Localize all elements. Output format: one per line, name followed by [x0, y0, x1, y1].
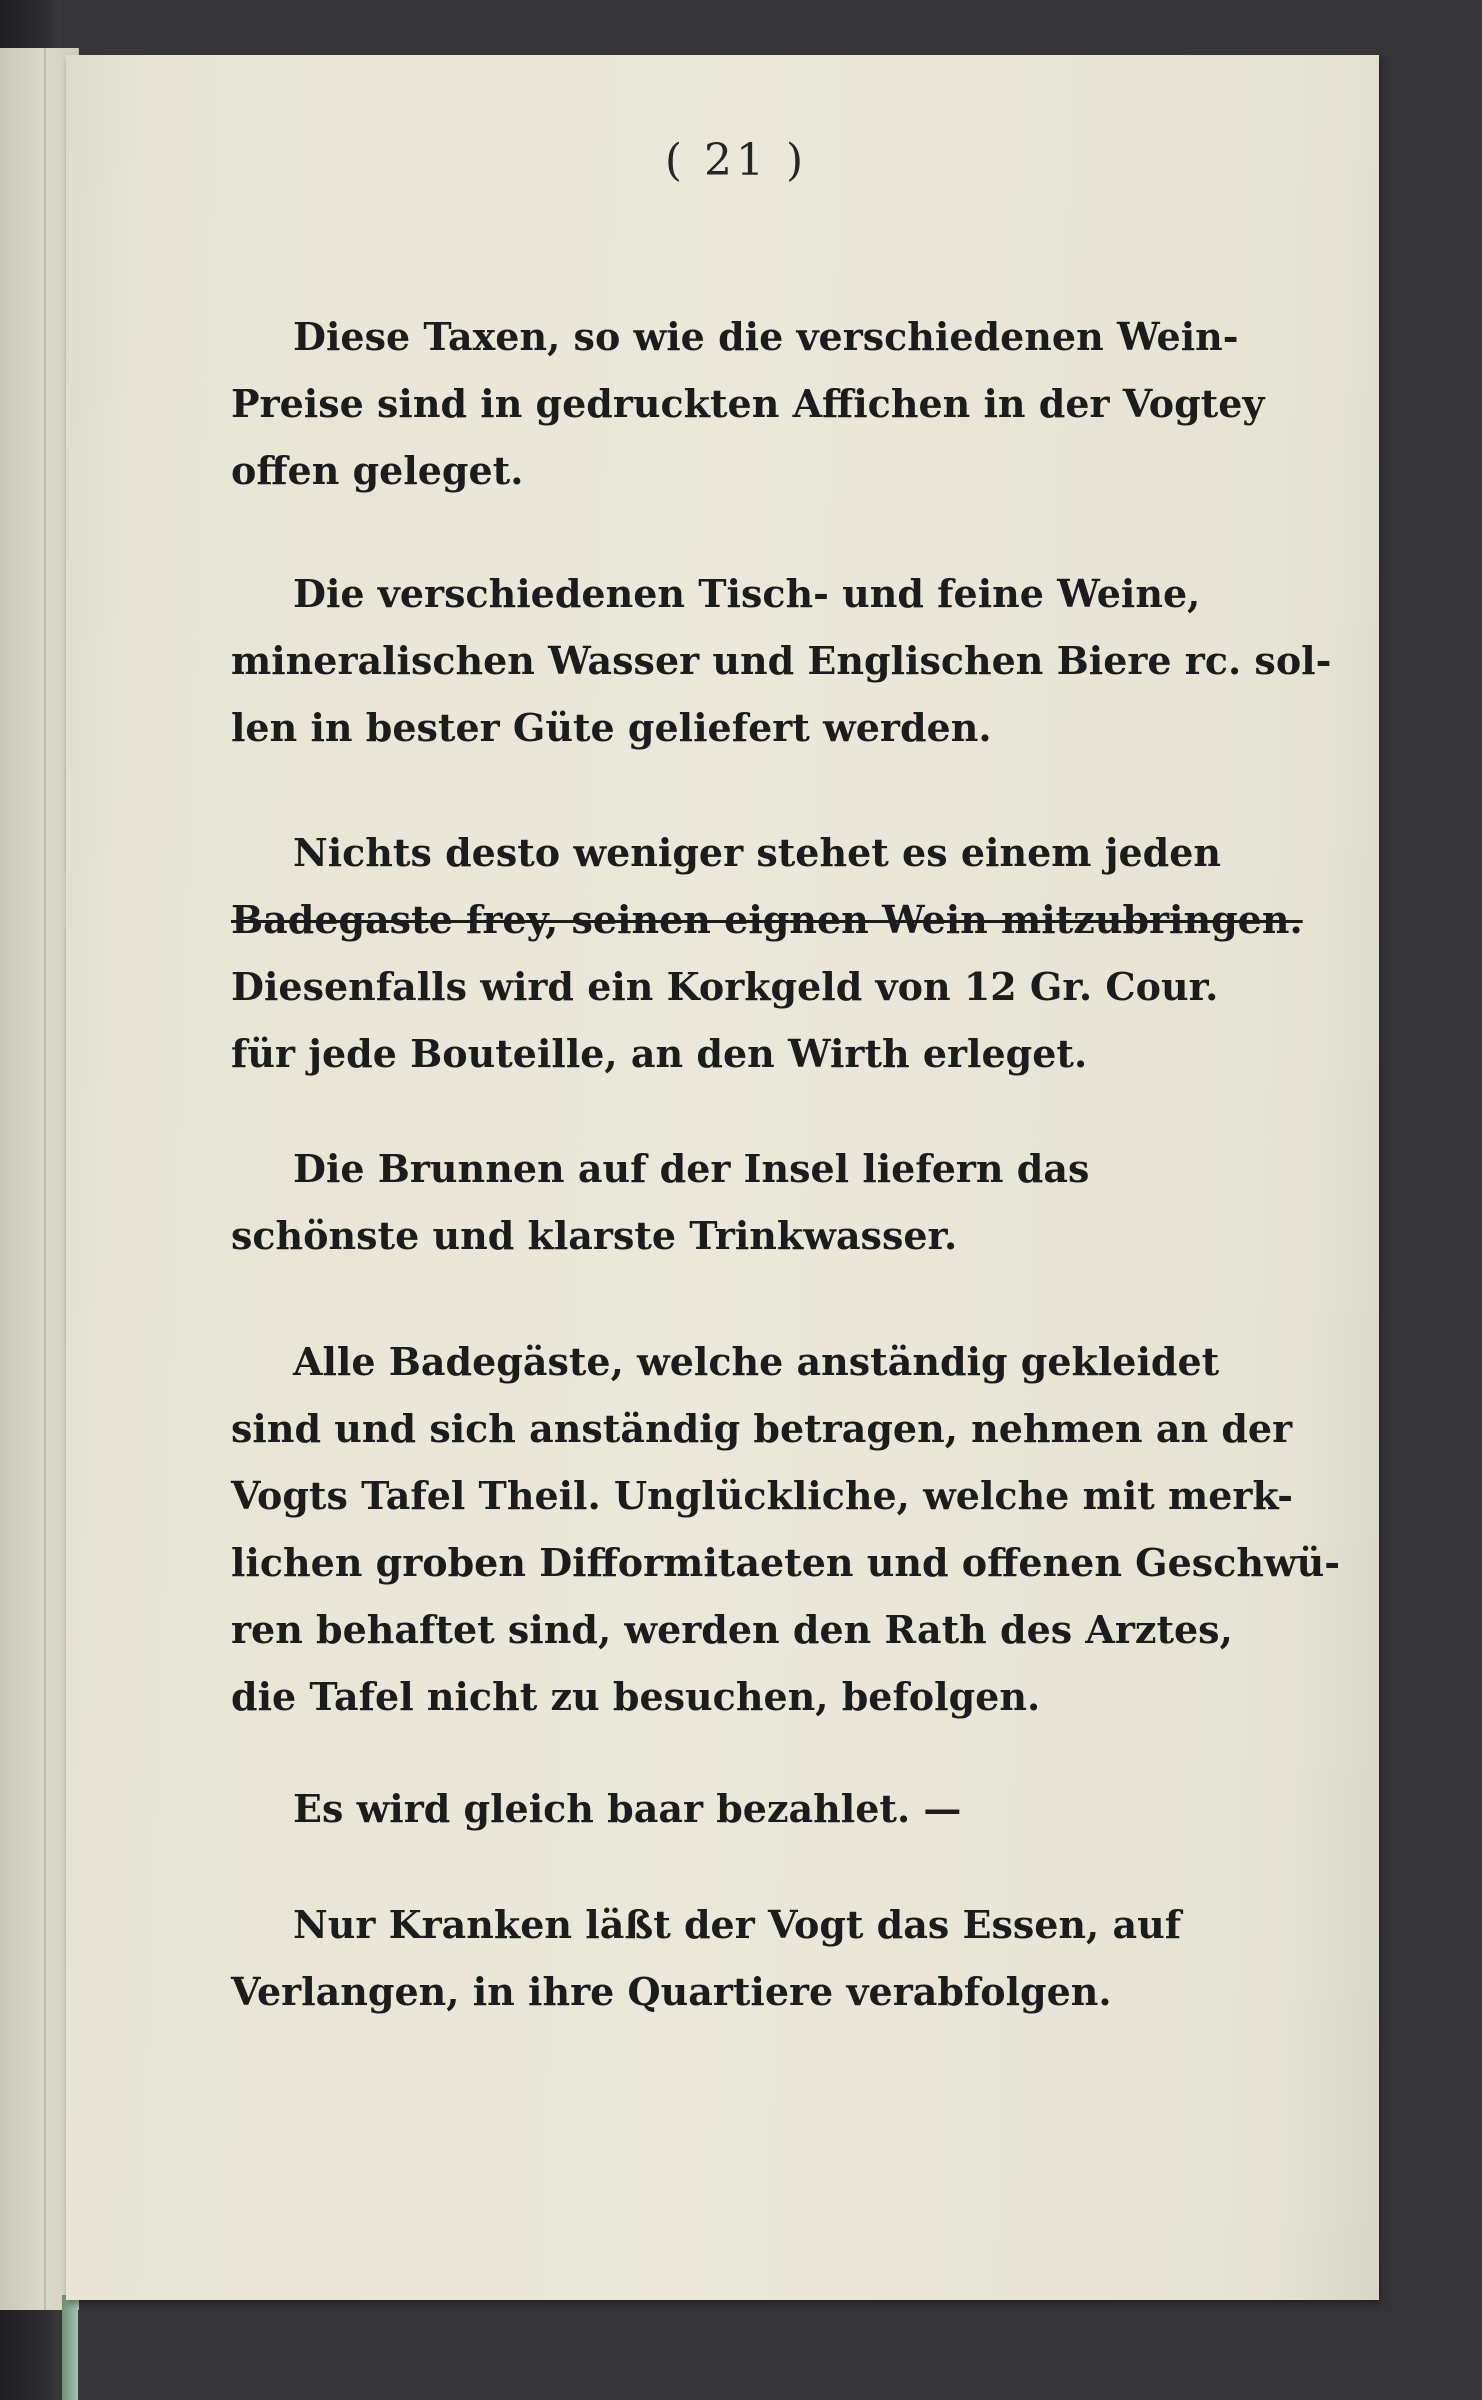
text-line: mineralischen Wasser und Englischen Biere rc. sol-: [231, 638, 1332, 683]
page-number: ( 21 ): [664, 135, 808, 186]
text-line: Nur Kranken läßt der Vogt das Essen, auf: [293, 1902, 1182, 1947]
text-line: Preise sind in gedruckten Affichen in der Vogtey: [231, 381, 1265, 426]
text-line: Vogts Tafel Theil. Unglückliche, welche mit merk-: [231, 1473, 1293, 1518]
text-line: schönste und klarste Trinkwasser.: [231, 1213, 958, 1258]
text-line: Es wird gleich baar bezahlet. —: [293, 1786, 962, 1831]
text-line: Verlangen, in ihre Quartiere verabfolgen.: [231, 1969, 1112, 2014]
text-line: Die verschiedenen Tisch- und feine Weine,: [293, 571, 1201, 616]
text-line: Alle Badegäste, welche anständig gekleidet: [293, 1339, 1220, 1384]
text-line: die Tafel nicht zu besuchen, befolgen.: [231, 1674, 1041, 1719]
text-line: Nichts desto weniger stehet es einem jeden: [293, 830, 1221, 875]
text-line: Diese Taxen, so wie die verschiedenen Wein-: [293, 314, 1239, 359]
text-line: für jede Bouteille, an den Wirth erleget.: [231, 1031, 1088, 1076]
paragraph-sick-meals: [231, 1891, 1281, 2025]
text-line: lichen groben Difformitaeten und offenen Geschwü-: [231, 1540, 1341, 1585]
text-line: offen geleget.: [231, 448, 524, 493]
page-content: [66, 55, 1379, 2300]
struck-text-line: Badegaste frey, seinen eignen Wein mitzubringen.: [231, 897, 1303, 942]
book-page: [66, 55, 1379, 2300]
text-line: ren behaftet sind, werden den Rath des Arztes,: [231, 1607, 1233, 1652]
paragraph-own-wine: [231, 819, 1303, 1087]
paragraph-wines: [231, 560, 1332, 761]
text-line: Die Brunnen auf der Insel liefern das: [293, 1146, 1090, 1191]
paragraph-taxes: [231, 303, 1281, 504]
paragraph-payment: [231, 1775, 1281, 1842]
text-line: Diesenfalls wird ein Korkgeld von 12 Gr. Cour.: [231, 964, 1219, 1009]
paragraph-table-guests: [231, 1328, 1341, 1730]
binding-strip: [62, 2295, 78, 2400]
page-fold-line: [44, 48, 46, 2310]
text-line: len in bester Güte geliefert werden.: [231, 705, 992, 750]
paragraph-wells: [231, 1135, 1281, 1269]
text-line: sind und sich anständig betragen, nehmen an der: [231, 1406, 1293, 1451]
